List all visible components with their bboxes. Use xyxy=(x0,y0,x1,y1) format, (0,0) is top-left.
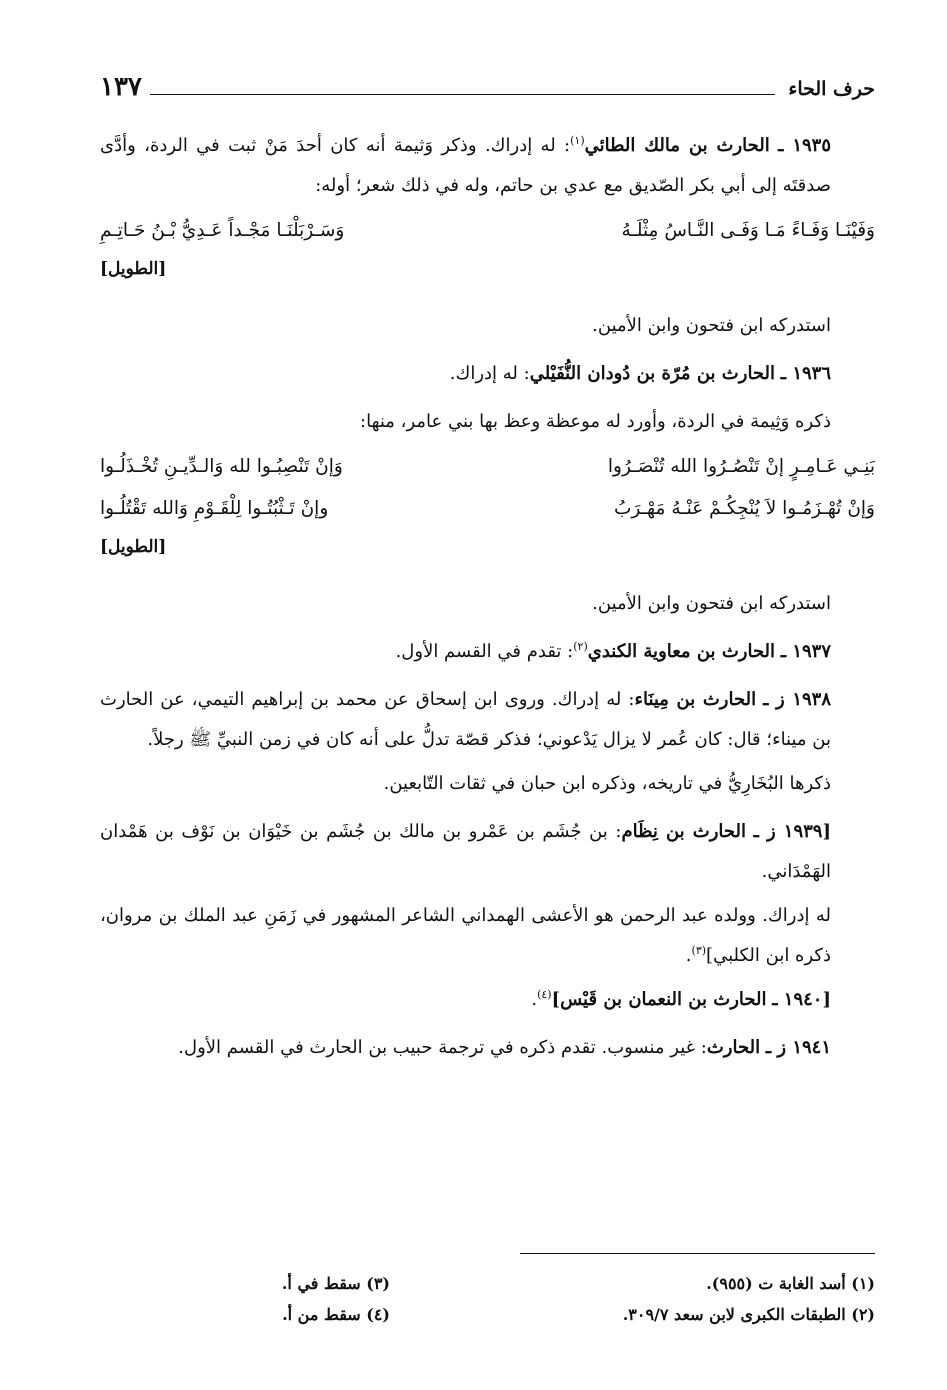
page-header xyxy=(100,72,875,112)
verse-hemistich-second: وإنْ تَـثْبُتُـوا لِلْقَـوْمِ وَالله تَقْتُلُـوا xyxy=(100,498,329,519)
entry-name: الحارث بن مالك الطائي xyxy=(584,135,770,156)
entry-text: : تقدم في القسم الأول. xyxy=(395,641,574,662)
page-body xyxy=(100,126,875,1076)
entry-source: استدركه ابن فتحون وابن الأمين. xyxy=(592,593,831,614)
entry-1935 xyxy=(100,126,875,206)
entry-number: ١٩٣٦ ـ xyxy=(780,363,831,384)
entry-name: الحارث بن مِينَاء xyxy=(634,689,757,710)
entry-number: ١٩٣٥ ـ xyxy=(778,135,831,156)
verse-hemistich-first: بَنِـي عَـامِـرٍ إنْ تَنْصُـرُوا الله تُنْصَـرُوا xyxy=(607,456,875,477)
entry-1939 xyxy=(100,812,875,892)
entry-text: ذكره وَثِيمة في الردة، وأورد له موعظة وعظ بها بني عامر، منها: xyxy=(360,411,831,432)
entry-number: [١٩٣٩ ز ـ xyxy=(753,821,831,842)
entry-name: الحارث بن معاوية الكندي xyxy=(587,641,776,662)
footnote-row xyxy=(100,1268,875,1299)
verse-line xyxy=(100,488,875,530)
verse-hemistich-second: وَسَـرْبَلْنَـا مَجْـداً عَـدِيُّ بْـنُ حَـاتِـمِ xyxy=(100,220,345,241)
entry-number: ١٩٣٨ ز ـ xyxy=(763,689,831,710)
footnote-ref: (١) xyxy=(570,134,585,147)
entry-name: الحارث xyxy=(706,1037,761,1058)
entry-1938 xyxy=(100,680,875,760)
verse-meter: [الطويل] xyxy=(100,259,167,279)
verse-hemistich-second: وَإنْ تَنْصِبُـوا لله وَالـدِّيـنِ تُخْـذَلُـوا xyxy=(100,456,343,477)
footnote-1: (١) أسد الغابة ت (٩٥٥). xyxy=(706,1274,875,1293)
entry-number: [١٩٤٠ ـ xyxy=(772,989,831,1010)
footnote-3: (٣) سقط في أ. xyxy=(281,1274,390,1293)
entry-number: ١٩٤١ ز ـ xyxy=(765,1037,831,1058)
footnote-2: (٢) الطبقات الكبرى لابن سعد ٣٠٩/٧. xyxy=(622,1305,875,1324)
entry-name: الحارث بن النعمان بن قَيْس] xyxy=(551,989,767,1010)
verse-hemistich-first: وَإنْ تُهْـزَمُـوا لاَ يُنْجِكُـمْ عَنْـهُ مَهْـرَبُ xyxy=(613,498,875,519)
entry-1941 xyxy=(100,1028,875,1068)
entry-number: ١٩٣٧ ـ xyxy=(780,641,831,662)
entry-text: : له إدراك. xyxy=(449,363,530,384)
footnote-ref: (٤) xyxy=(537,988,552,1001)
punctuation: . xyxy=(685,945,692,966)
verse-1935 xyxy=(100,210,875,252)
punctuation: . xyxy=(531,989,538,1010)
footnote-rule xyxy=(520,1253,875,1254)
header-rule xyxy=(150,94,775,95)
footnote-ref: (٢) xyxy=(573,640,588,653)
verse-line xyxy=(100,210,875,252)
footnote-row xyxy=(100,1299,875,1330)
entry-text: ذكرها البُخَارِيُّ في تاريخه، وذكره ابن حبان في ثقات التّابعين. xyxy=(383,773,831,794)
entry-name: الحارث بن نِظَام xyxy=(621,821,747,842)
entry-name: الحارث بن مُرّة بن دُودان النُّفَيْلي xyxy=(529,363,776,384)
chapter-title: حرف الحاء xyxy=(788,78,875,100)
footnote-ref: (٣) xyxy=(691,944,707,957)
verse-meter: [الطويل] xyxy=(100,537,167,557)
footnotes xyxy=(100,1268,875,1330)
footnote-4: (٤) سقط من أ. xyxy=(282,1305,390,1324)
entry-text: له إدراك. وولده عبد الرحمن هو الأعشى الهمداني الشاعر المشهور في زَمَنِ عبد الملك بن مروان، ذكره ابن الكلبي] xyxy=(100,905,832,966)
entry-1940 xyxy=(100,980,875,1020)
entry-1937 xyxy=(100,632,875,672)
entry-source: استدركه ابن فتحون وابن الأمين. xyxy=(592,315,831,336)
entry-text: : بن جُشَم بن عَمْرو بن مالك بن جُشَم بن خَيْوَان بن نَوْف بن هَمْدان الهَمْدَاني. xyxy=(100,821,831,882)
entry-text: : له إدراك. وذكر وَثيمة أنه كان أحدَ مَنْ ثبت في الردة، وأدَّى صدقتَه إلى أبي بكر الصّديق مع عدي بن حاتم، وله في ذلك شعر؛ أوله: xyxy=(100,135,831,196)
entry-text: : غير منسوب. تقدم ذكره في ترجمة حبيب بن الحارث في القسم الأول. xyxy=(178,1037,707,1058)
verse-hemistich-first: وَفَيْنَـا وَفَـاءً مَـا وَفَـى النَّـاسُ مِثْلَـهُ xyxy=(621,220,875,241)
entry-1936 xyxy=(100,354,875,394)
page-number: ١٣٧ xyxy=(100,72,142,102)
entry-text: : له إدراك. وروى ابن إسحاق عن محمد بن إبراهيم التيمي، عن الحارث بن ميناء؛ قال: كان عُمر لا يزال يَدْعوني؛ فذكر قصّة تدلُّ على أنه كان في زمن النبيِّ ﷺ رجلاً. xyxy=(100,689,831,750)
entry-text xyxy=(100,896,875,976)
verse-line xyxy=(100,446,875,488)
verse-1936 xyxy=(100,446,875,530)
